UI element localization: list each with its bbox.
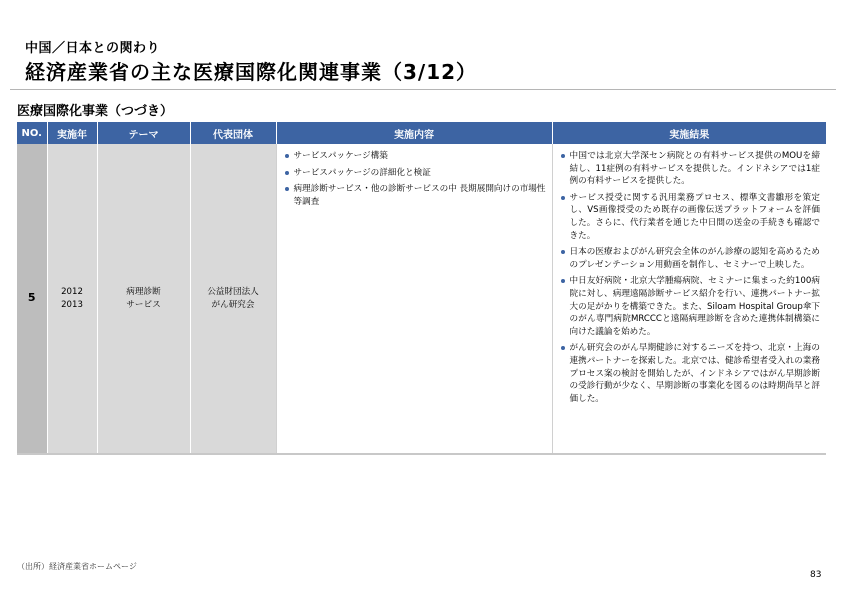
- table-header-row: [17, 122, 826, 144]
- bullet-icon: [561, 279, 565, 283]
- section-title: 医療国際化事業（つづき）: [17, 104, 174, 119]
- title-divider: [10, 89, 836, 90]
- contents-list: [285, 150, 546, 208]
- list-item: 病理診断サービス・他の診断サービスの中 長期展開向けの市場性等調査: [285, 183, 546, 208]
- list-item: がん研究会のがん早期健診に対するニーズを持つ、北京・上海の連携パートナーを探索した。北京では、健診希望者受入れの業務プロセス案の検討を開始したが、インドネシアではがん早期診断の受診行動が少なく、早期診断の事業化を図るのは時期尚早と評価した。: [561, 342, 821, 405]
- bullet-icon: [285, 187, 289, 191]
- contents-cell: [276, 144, 552, 454]
- page-title: 経済産業省の主な医療国際化関連事業（3/12）: [25, 60, 478, 84]
- organization-cell: [190, 144, 276, 454]
- theme-line-2: サービス: [126, 299, 161, 310]
- column-header-contents: 実施内容: [276, 122, 552, 144]
- page-number: 83: [810, 570, 822, 580]
- year-start: 2012: [61, 286, 83, 297]
- organization-line-1: 公益財団法人: [207, 286, 259, 297]
- column-header-theme: テーマ: [97, 122, 190, 144]
- column-header-organization: 代表団体: [190, 122, 276, 144]
- page-subtitle: 中国／日本との関わり: [25, 41, 161, 56]
- column-header-no: NO.: [17, 122, 47, 144]
- year-end: 2013: [61, 299, 83, 310]
- organization-line-2: がん研究会: [211, 299, 255, 310]
- row-number: 5: [17, 144, 47, 454]
- bullet-icon: [561, 250, 565, 254]
- list-item: 日本の医療およびがん研究会全体のがん診療の認知を高めるためのプレゼンテーション用動画を制作し、セミナーで上映した。: [561, 246, 821, 271]
- list-item: サービスパッケージ構築: [285, 150, 546, 163]
- results-cell: [552, 144, 826, 454]
- bullet-icon: [285, 171, 289, 175]
- bullet-icon: [561, 154, 565, 158]
- theme-line-1: 病理診断: [126, 286, 161, 297]
- bullet-icon: [561, 346, 565, 350]
- column-header-results: 実施結果: [552, 122, 826, 144]
- projects-table: [17, 122, 826, 455]
- theme-cell: [97, 144, 190, 454]
- year-cell: [47, 144, 97, 454]
- source-note: （出所）経済産業省ホームページ: [17, 562, 137, 571]
- list-item: サービス授受に関する汎用業務プロセス、標準文書雛形を策定し、VS画像授受のため既存の画像伝送プラットフォームを評価した。さらに、代行業者を通じた中日間の送金の手続きも確認できた。: [561, 192, 821, 242]
- list-item: サービスパッケージの詳細化と検証: [285, 167, 546, 180]
- list-item: 中国では北京大学深セン病院との有料サービス提供のMOUを締結し、11症例の有料サービスを提供した。インドネシアでは1症例の有料サービスを提供した。: [561, 150, 821, 188]
- bullet-icon: [285, 154, 289, 158]
- list-item: 中日友好病院・北京大学腫瘍病院、セミナーに集まった約100病院に対し、病理遠隔診断サービス紹介を行い、連携パートナー拡大の足がかりを構築できた。また、Siloam Hospital Group傘下のがん専門病院MRCCCと遠隔病理診断を含めた連携体制構築に向けた議論を始めた。: [561, 275, 821, 338]
- bullet-icon: [561, 196, 565, 200]
- results-list: [561, 150, 821, 405]
- table-row: [17, 144, 826, 454]
- column-header-year: 実施年: [47, 122, 97, 144]
